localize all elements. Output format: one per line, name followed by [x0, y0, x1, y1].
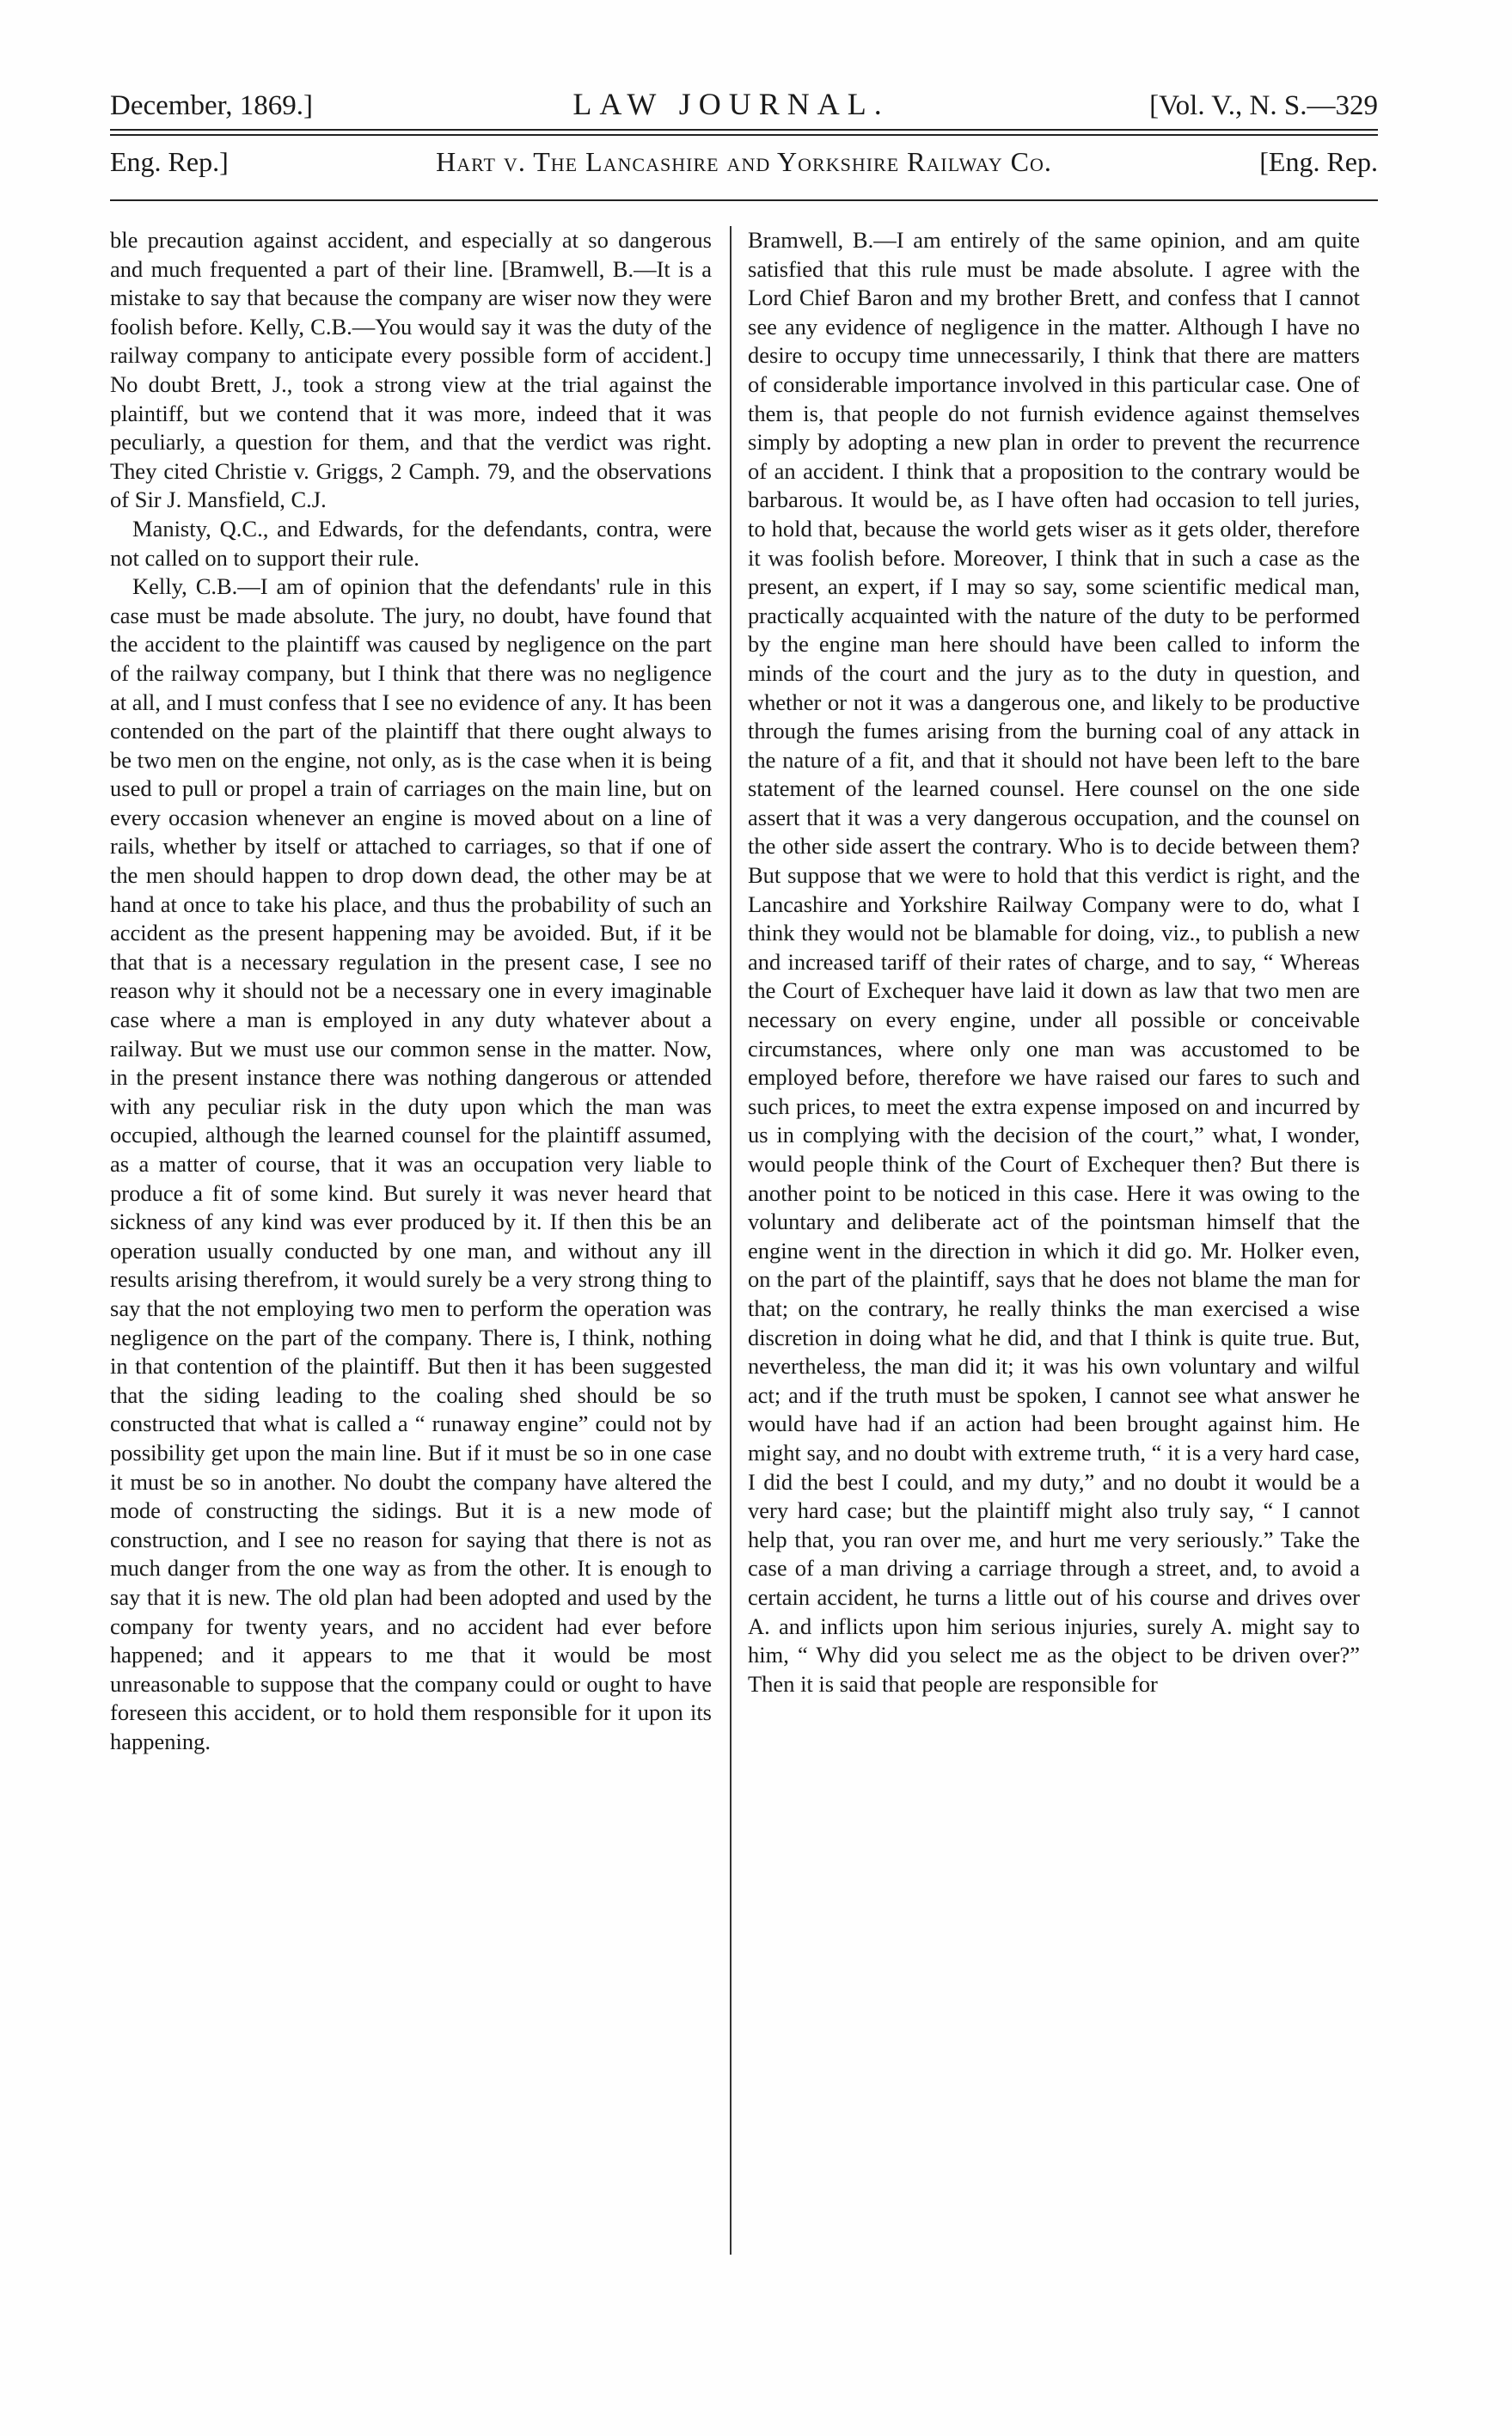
issue-date: December, 1869.] — [110, 90, 313, 121]
left-column — [110, 226, 712, 1756]
volume-page: [Vol. V., N. S.—329 — [1149, 90, 1378, 121]
report-tag-right: [Eng. Rep. — [1259, 146, 1378, 177]
column-divider — [730, 226, 732, 2255]
report-tag-left: Eng. Rep.] — [110, 146, 229, 177]
case-header — [110, 146, 1378, 178]
paragraph: ble precaution against accident, and especially at so dangerous and much frequented a part of their line. [Bramwell, B.—It is a mistake to say that because the company are wiser now they were foolish before. Kelly, C.B.—You would say it was the duty of the railway company to anticipate every possible form of accident.] No doubt Brett, J., took a strong view at the trial against the plaintiff, but we contend that it was more, indeed that it was peculiarly, a question for them, and that the verdict was right. They cited Christie v. Griggs, 2 Camph. 79, and the observations of Sir J. Mansfield, C.J. — [110, 227, 712, 513]
journal-title: LAW JOURNAL. — [572, 87, 890, 121]
right-column — [748, 226, 1360, 1698]
paragraph: Kelly, C.B.—I am of opinion that the defendants' rule in this case must be made absolute. The jury, no doubt, have found that the accident to the plaintiff was caused by negligence on the part of the railway company, but I think that there was no negligence at all, and I must confess that I see no evidence of any. It has been contended on the part of the plaintiff that there ought always to be two men on the engine, not only, as is the case when it is being used to pull or propel a train of carriages on the main line, but on every occasion whenever an engine is moved about on a line of rails, whether by itself or attached to carriages, so that if one of the men should happen to drop down dead, the other may be at hand at once to take his place, and thus the probability of such an accident as the present happening may be avoided. But, if it be that that is a necessary regulation in the present case, I see no reason why it should not be a necessary one in every imaginable case where a man is employed in any duty whatever about a railway. But we must use our common sense in the matter. Now, in the present instance there was nothing dangerous or attended with any peculiar risk in the duty upon which the man was occupied, although the learned counsel for the plaintiff assumed, as a matter of course, that it was an occupation very liable to produce a fit of some kind. But surely it was never heard that sickness of any kind was ever produced by it. If then this be an operation usually conducted by one man, and without any ill results arising therefrom, it would surely be a very strong thing to say that the not employing two men to perform the operation was negligence on the part of the company. There is, I think, nothing in that contention of the plaintiff. But then it has been suggested that the siding leading to the coaling shed should be so constructed that what is called a “ runaway engine” could not by possibility get upon the main line. But if it must be so in one case it must be so in another. No doubt the company have altered the mode of constructing the sidings. But it is a new mode of construction, and I see no reason for saying that there is not as much danger from the one way as from the other. It is enough to say that it is new. The old plan had been adopted and used by the company for twenty years, and no accident had ever before happened; and it appears to me that it would be most unreasonable to suppose that the company could or ought to have foreseen this accident, or to hold them responsible for it upon its happening. — [110, 573, 712, 1754]
header-rule-top — [110, 129, 1378, 131]
paragraph: Bramwell, B.—I am entirely of the same opinion, and am quite satisfied that this rule must be made absolute. I agree with the Lord Chief Baron and my brother Brett, and confess that I cannot see any evidence of negligence in the matter. Although I have no desire to occupy time unnecessarily, I think that there are matters of considerable importance involved in this particular case. One of them is, that people do not furnish evidence against themselves simply by adopting a new plan in order to prevent the recurrence of an accident. I think that a proposition to the contrary would be barbarous. It would be, as I have often had occasion to tell juries, to hold that, because the world gets wiser as it gets older, therefore it was foolish before. Moreover, I think that in such a case as the present, an expert, if I may so say, some scientific medical man, practically acquainted with the nature of the duty to be performed by the engine man here should have been called to inform the minds of the court and the jury as to the duty in question, and whether or not it was a dangerous one, and likely to be productive through the fumes arising from the burning coal of any attack in the nature of a fit, and that it should not have been left to the bare statement of the learned counsel. Here counsel on the one side assert that it was a very dangerous occupation, and the counsel on the other side assert the contrary. Who is to decide between them? But suppose that we were to hold that this verdict is right, and the Lancashire and Yorkshire Railway Company were to do, what I think they would not be blamable for doing, viz., to publish a new and increased tariff of their rates of charge, and to say, “ Whereas the Court of Exchequer have laid it down as law that two men are necessary on every engine, under all possible or conceivable circumstances, where only one man was accustomed to be employed before, therefore we have raised our fares to such and such prices, to meet the extra expense imposed on and incurred by us in complying with the decision of the court,” what, I wonder, would people think of the Court of Exchequer then? But there is another point to be noticed in this case. Here it was owing to the voluntary and deliberate act of the pointsman himself that the engine went in the direction in which it did go. Mr. Holker even, on the part of the plaintiff, says that he does not blame the man for that; on the contrary, he really thinks the man exercised a wise discretion in doing what he did, and that I think is quite true. But, nevertheless, the man did it; it was his own voluntary and wilful act; and if the truth must be spoken, I cannot see what answer he would have had if an action had been brought against him. He might say, and no doubt with extreme truth, “ it is a very hard case, I did the best I could, and my duty,” and no doubt it would be a very hard case; but the plaintiff might also truly say, “ I cannot help that, you ran over me, and hurt me very seriously.” Take the case of a man driving a carriage through a street, and, to avoid a certain accident, he turns a little out of his course and drives over A. and inflicts upon him serious injuries, surely A. might say to him, “ Why did you select me as the object to be driven over?” Then it is said that people are responsible for — [748, 227, 1360, 1697]
case-title: Hart v. The Lancashire and Yorkshire Railway Co. — [436, 146, 1052, 177]
case-header-rule — [110, 199, 1378, 201]
running-head — [110, 86, 1378, 122]
header-rule-bottom — [110, 134, 1378, 136]
paragraph: Manisty, Q.C., and Edwards, for the defendants, contra, were not called on to support their rule. — [110, 515, 712, 571]
